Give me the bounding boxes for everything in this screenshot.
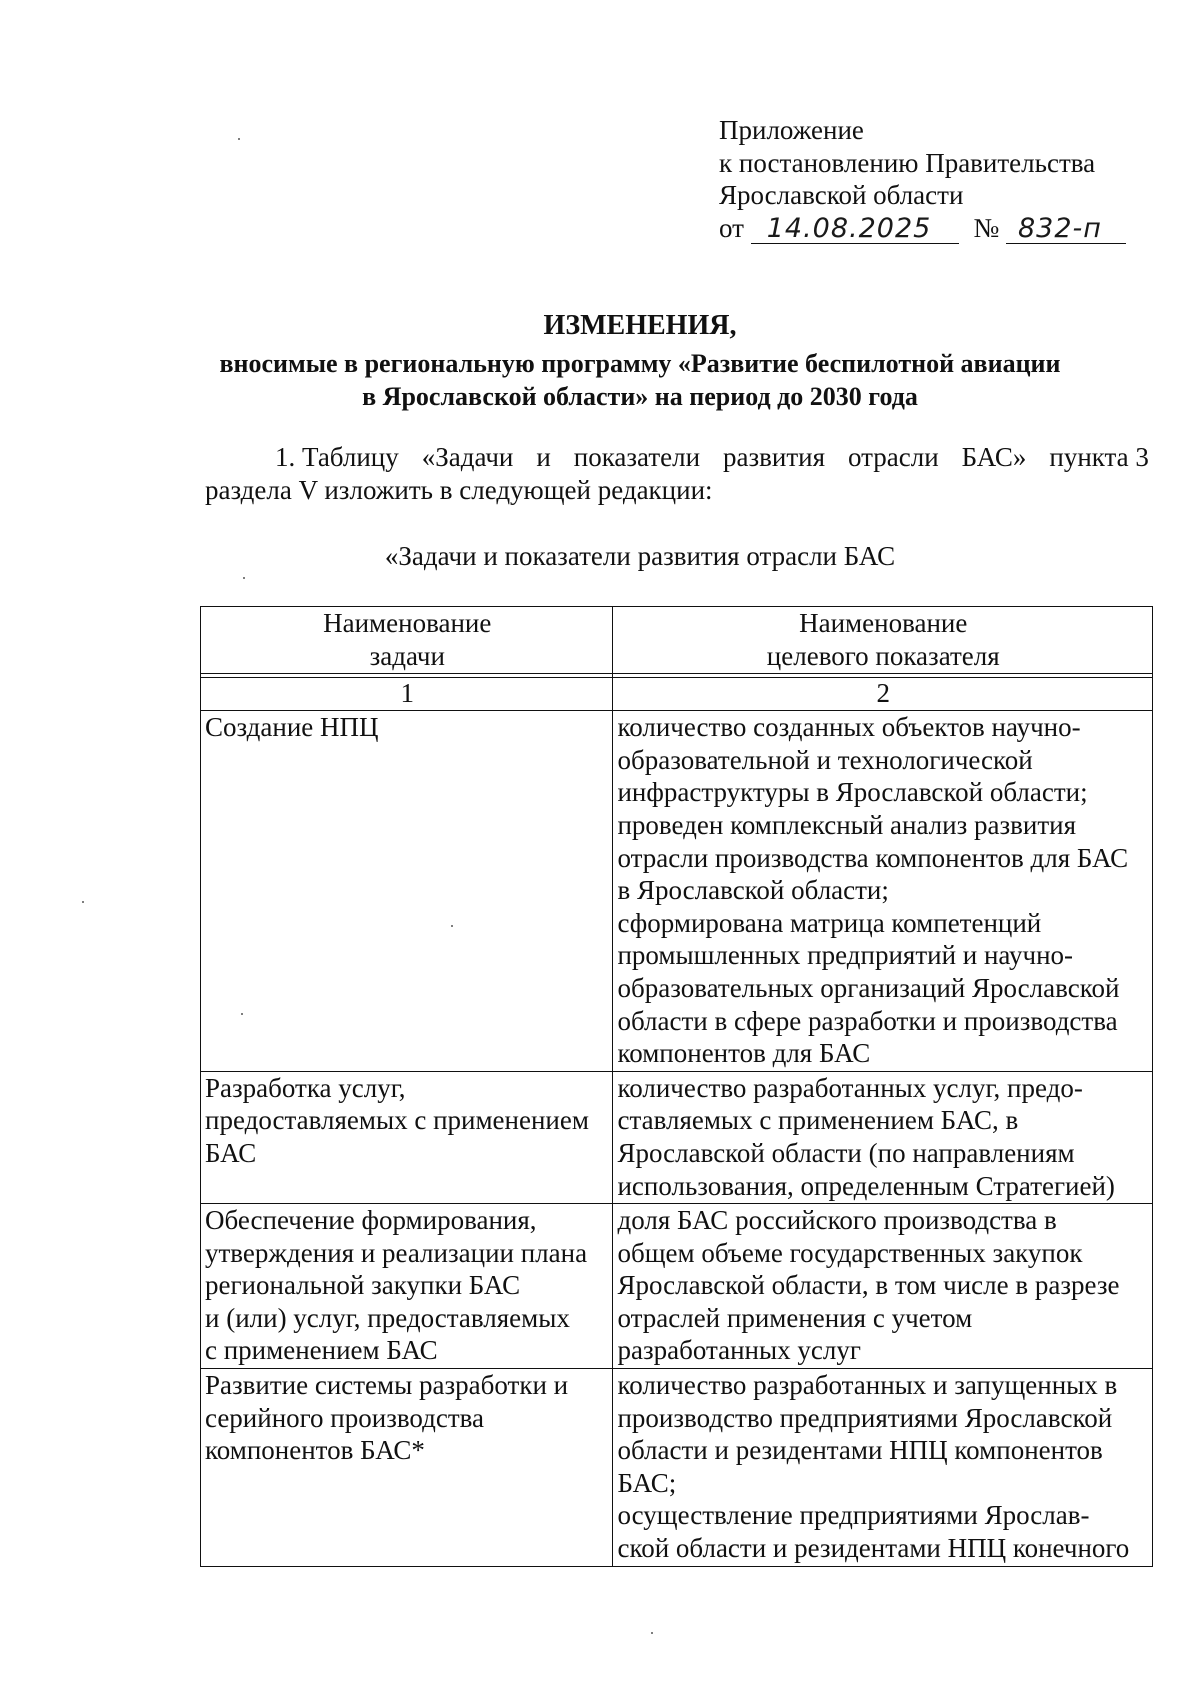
appendix-block <box>719 114 1126 244</box>
subtitle-line-2: в Ярославской области» на период до 2030 года <box>362 382 918 411</box>
indicator-line: инфраструктуры в Ярославской области; <box>617 777 1088 808</box>
header-indicator: Наименование целевого показателя <box>613 607 1153 674</box>
task-line: БАС <box>205 1137 257 1168</box>
table-caption: «Задачи и показатели развития отрасли БАС <box>384 541 896 571</box>
indicator-line: отрасли производства компонентов для БАС <box>617 842 1129 873</box>
indicator-line: количество созданных объектов научно- <box>617 712 1081 743</box>
task-line: Обеспечение формирования, <box>205 1205 537 1236</box>
indicator-line: промышленных предприятий и научно- <box>617 940 1074 971</box>
column-number-row <box>201 678 1153 711</box>
indicator-line: образовательной и технологической <box>617 744 1033 775</box>
task-line: компонентов БАС* <box>205 1435 425 1466</box>
scan-speck <box>451 925 453 927</box>
indicator-line: ставляемых с применением БАС, в <box>617 1105 1019 1136</box>
document-subtitle <box>160 347 1120 413</box>
indicator-line: количество разработанных и запущенных в <box>617 1370 1118 1401</box>
number-prefix: № <box>973 212 1000 243</box>
paragraph-word: развития <box>723 442 826 472</box>
indicator-line: использования, определенным Стратегией) <box>617 1170 1115 1201</box>
indicator-line: БАС; <box>617 1467 677 1498</box>
table-header-row <box>201 607 1153 674</box>
paragraph-word: и <box>536 442 551 472</box>
indicator-line: в Ярославской области; <box>617 875 889 906</box>
handwritten-date: 14.08.2025 <box>751 215 959 244</box>
indicator-line: количество разработанных услуг, предо- <box>617 1072 1083 1103</box>
appendix-resolution-line: к постановлению Правительства <box>719 147 1096 178</box>
indicator-line: области и резидентами НПЦ компонентов <box>617 1435 1103 1466</box>
column-number-1: 1 <box>201 678 613 711</box>
indicator-line: Ярославской области, в том числе в разрезе <box>617 1270 1120 1301</box>
tasks-indicators-table <box>200 606 1153 1567</box>
table-row <box>201 711 1153 1072</box>
indicator-line: сформирована матрица компетенций <box>617 907 1042 938</box>
task-cell <box>201 1071 613 1203</box>
task-line: и (или) услуг, предоставляемых <box>205 1302 570 1333</box>
scan-speck <box>243 577 245 579</box>
indicator-line: проведен комплексный анализ развития <box>617 809 1077 840</box>
indicator-line: осуществление предприятиями Ярослав- <box>617 1500 1090 1531</box>
task-cell <box>201 1369 613 1567</box>
indicator-line: Ярославской области (по направлениям <box>617 1137 1075 1168</box>
date-prefix: от <box>719 212 744 243</box>
indicator-line: компонентов для БАС <box>617 1038 871 1069</box>
task-line: утверждения и реализации плана <box>205 1237 588 1268</box>
indicator-cell <box>613 711 1153 1072</box>
indicator-cell <box>613 1071 1153 1203</box>
task-line: Создание НПЦ <box>205 712 379 743</box>
scan-speck <box>651 1632 653 1634</box>
indicator-line: области в сфере разработки и производства <box>617 1005 1118 1036</box>
task-cell <box>201 1204 613 1369</box>
paragraph-word: БАС» <box>961 442 1027 472</box>
paragraph-word: показатели <box>573 442 701 472</box>
handwritten-number: 832-п <box>1006 215 1126 244</box>
indicator-line: разработанных услуг <box>617 1335 861 1366</box>
paragraph-line-1 <box>205 441 1149 474</box>
indicator-line: общем объеме государственных закупок <box>617 1237 1083 1268</box>
task-line: Развитие системы разработки и <box>205 1370 569 1401</box>
task-line: с применением БАС <box>205 1335 438 1366</box>
indicator-cell <box>613 1204 1153 1369</box>
column-number-2: 2 <box>613 678 1153 711</box>
indicator-line: образовательных организаций Ярославской <box>617 972 1120 1003</box>
table-row <box>201 1204 1153 1369</box>
task-cell <box>201 711 613 1072</box>
task-line: предоставляемых с применением <box>205 1105 589 1136</box>
header-task: Наименование задачи <box>201 607 613 674</box>
task-line: региональной закупки БАС <box>205 1270 521 1301</box>
subtitle-line-1: вносимые в региональную программу «Развитие беспилотной авиации <box>219 349 1061 378</box>
scan-speck <box>82 901 84 903</box>
task-line: серийного производства <box>205 1402 485 1433</box>
table-row <box>201 1369 1153 1567</box>
paragraph-word: «Задачи <box>421 442 514 472</box>
indicator-line: доля БАС российского производства в <box>617 1205 1057 1236</box>
indicator-line: отраслей применения с учетом <box>617 1302 973 1333</box>
appendix-date-number-line <box>719 212 1126 245</box>
paragraph-word: 1. Таблицу <box>275 442 399 472</box>
change-paragraph <box>205 441 1149 507</box>
appendix-region-line: Ярославской области <box>719 180 964 210</box>
document-title: ИЗМЕНЕНИЯ, <box>543 310 737 341</box>
appendix-title: Приложение <box>719 115 864 145</box>
paragraph-line-2: раздела V изложить в следующей редакции: <box>205 475 713 505</box>
indicator-cell <box>613 1369 1153 1567</box>
table-row <box>201 1071 1153 1203</box>
indicator-line: ской области и резидентами НПЦ конечного <box>617 1533 1130 1564</box>
scan-speck <box>238 138 240 140</box>
task-line: Разработка услуг, <box>205 1072 406 1103</box>
indicator-line: производство предприятиями Ярославской <box>617 1402 1113 1433</box>
scan-speck <box>241 1013 243 1015</box>
paragraph-word: пункта 3 <box>1049 442 1149 472</box>
paragraph-word: отрасли <box>847 442 939 472</box>
